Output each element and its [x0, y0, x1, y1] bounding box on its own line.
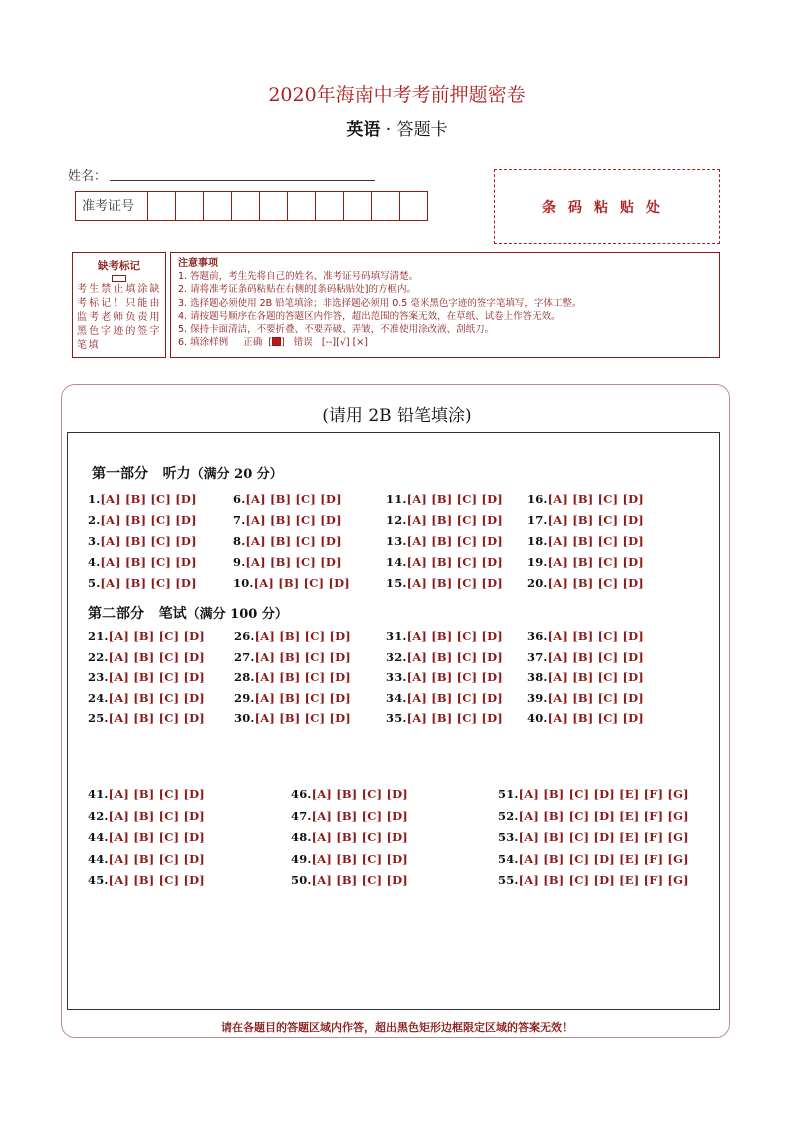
- wrong-samples: [--][√] [×]: [321, 337, 368, 349]
- question-number: 35.: [386, 711, 407, 725]
- answer-row[interactable]: [527, 492, 644, 506]
- answer-row[interactable]: [386, 534, 503, 548]
- question-number: 21.: [88, 629, 109, 643]
- question-number: 15.: [386, 576, 407, 590]
- answer-row[interactable]: [233, 492, 342, 506]
- question-number: 5.: [88, 576, 101, 590]
- answer-row[interactable]: [527, 513, 644, 527]
- question-number: 25.: [88, 711, 109, 725]
- answer-options[interactable]: [A] [B] [C] [D]: [406, 555, 503, 569]
- question-number: 37.: [527, 649, 548, 664]
- answer-row[interactable]: [88, 576, 197, 590]
- question-number: 27.: [234, 649, 255, 664]
- answer-options[interactable]: [A] [B] [C] [D] [E] [F] [G]: [518, 808, 689, 823]
- question-number: 24.: [88, 690, 109, 705]
- answer-row[interactable]: [233, 555, 342, 569]
- answer-options[interactable]: [A] [B] [C] [D]: [547, 576, 644, 590]
- question-number: 47.: [291, 808, 312, 823]
- exam-id-label: 准考证号: [76, 192, 148, 220]
- question-number: 7.: [233, 513, 246, 527]
- answer-options[interactable]: [A] [B] [C] [D]: [311, 851, 408, 866]
- answer-row[interactable]: [527, 534, 644, 548]
- question-number: 11.: [386, 492, 407, 506]
- question-number: 14.: [386, 555, 407, 569]
- exam-id-cell[interactable]: [400, 192, 427, 220]
- question-number: 45.: [88, 873, 109, 887]
- answer-options[interactable]: [A] [B] [C] [D]: [100, 534, 197, 548]
- exam-id-cell[interactable]: [316, 192, 344, 220]
- answer-options[interactable]: [A] [B] [C] [D] [E] [F] [G]: [518, 873, 689, 887]
- exam-id-box: [75, 191, 428, 221]
- question-number: 41.: [88, 787, 109, 801]
- question-number: 20.: [527, 576, 548, 590]
- correct-sample: [268, 337, 284, 348]
- question-number: 31.: [386, 629, 407, 643]
- question-number: 46.: [291, 787, 312, 801]
- card-label: 答题卡: [396, 120, 448, 140]
- question-number: 9.: [233, 555, 246, 569]
- question-number: 6.: [233, 492, 246, 506]
- answer-options[interactable]: [A] [B] [C] [D]: [108, 690, 205, 705]
- question-number: 32.: [386, 649, 407, 664]
- question-number: 53.: [498, 830, 519, 844]
- section-label: 第二部分: [88, 606, 144, 622]
- answer-options[interactable]: [A] [B] [C] [D]: [406, 492, 503, 506]
- answer-options[interactable]: [A] [B] [C] [D]: [108, 711, 205, 725]
- answer-row[interactable]: [88, 534, 197, 548]
- answer-row[interactable]: [234, 691, 351, 705]
- question-number: 44.: [88, 830, 109, 844]
- answer-row[interactable]: [291, 873, 408, 887]
- answer-options[interactable]: [A] [B] [C] [D]: [406, 649, 503, 664]
- wrong-label: 错误: [293, 337, 313, 349]
- section-points: （满分 20 分）: [190, 467, 283, 482]
- answer-row[interactable]: [88, 787, 205, 801]
- question-number: 12.: [386, 513, 407, 527]
- section-name: 笔试: [158, 606, 187, 622]
- exam-id-cell[interactable]: [288, 192, 316, 220]
- answer-options[interactable]: [A] [B] [C] [D]: [547, 690, 644, 705]
- answer-options[interactable]: [A] [B] [C] [D]: [547, 492, 644, 506]
- notice-item: 1. 答题前，考生先将自己的姓名、准考证号码填写清楚。: [178, 271, 419, 283]
- question-number: 48.: [291, 830, 312, 844]
- answer-options[interactable]: [A] [B] [C] [D]: [108, 649, 205, 664]
- answer-options[interactable]: [A] [B] [C] [D]: [245, 555, 342, 569]
- section-listening: [92, 463, 283, 483]
- answer-row[interactable]: [233, 513, 342, 527]
- notice-box: [170, 252, 720, 358]
- question-number: 26.: [234, 629, 255, 643]
- question-number: 16.: [527, 492, 548, 506]
- notice-title: 注意事项: [178, 258, 218, 269]
- answer-row[interactable]: [527, 629, 644, 643]
- question-number: 49.: [291, 851, 312, 866]
- question-number: 1.: [88, 492, 101, 506]
- answer-row[interactable]: [386, 513, 503, 527]
- answer-options[interactable]: [A] [B] [C] [D] [E] [F] [G]: [518, 830, 689, 844]
- answer-options[interactable]: [A] [B] [C] [D]: [108, 873, 205, 887]
- answer-row[interactable]: [498, 873, 689, 887]
- answer-options[interactable]: [A] [B] [C] [D]: [254, 711, 351, 725]
- exam-id-cell[interactable]: [204, 192, 232, 220]
- answer-options[interactable]: [A] [B] [C] [D]: [406, 534, 503, 548]
- answer-options[interactable]: [A] [B] [C] [D]: [245, 513, 342, 527]
- answer-options[interactable]: [A] [B] [C] [D]: [547, 670, 644, 684]
- notice-item: 5. 保持卡面清洁，不要折叠、不要弄破、弄皱，不准使用涂改液、刮纸刀。: [178, 324, 495, 336]
- question-number: 19.: [527, 555, 548, 569]
- answer-options[interactable]: [A] [B] [C] [D]: [547, 513, 644, 527]
- answer-row[interactable]: [88, 809, 205, 823]
- answer-row[interactable]: [234, 711, 351, 725]
- answer-options[interactable]: [A] [B] [C] [D]: [108, 830, 205, 844]
- question-number: 28.: [234, 670, 255, 684]
- answer-options[interactable]: [A] [B] [C] [D]: [311, 808, 408, 823]
- answer-options[interactable]: [A] [B] [C] [D]: [108, 851, 205, 866]
- notice-item: 4. 请按题号顺序在各题的答题区内作答，超出范围的答案无效，在草纸、试卷上作答无效。: [178, 310, 561, 322]
- answer-row[interactable]: [386, 555, 503, 569]
- answer-options[interactable]: [A] [B] [C] [D]: [406, 629, 503, 643]
- name-field[interactable]: [110, 180, 375, 181]
- answer-options[interactable]: [A] [B] [C] [D]: [254, 629, 351, 643]
- question-number: 30.: [234, 711, 255, 725]
- question-number: 51.: [498, 787, 519, 801]
- answer-row[interactable]: [88, 691, 205, 705]
- exam-title: 2020年海南中考考前押题密卷: [268, 84, 526, 106]
- filled-box-icon: [272, 337, 281, 346]
- question-number: 40.: [527, 711, 548, 725]
- answer-options[interactable]: [A] [B] [C] [D]: [406, 690, 503, 705]
- answer-row[interactable]: [386, 492, 503, 506]
- answer-options[interactable]: [A] [B] [C] [D]: [311, 830, 408, 844]
- answer-options[interactable]: [A] [B] [C] [D]: [254, 649, 351, 664]
- answer-options[interactable]: [A] [B] [C] [D]: [108, 808, 205, 823]
- answer-area-instruction: (请用 2B 铅笔填涂): [322, 406, 472, 426]
- answer-row[interactable]: [386, 670, 503, 684]
- exam-id-cell[interactable]: [232, 192, 260, 220]
- absence-mark-checkbox[interactable]: [112, 275, 126, 282]
- answer-options[interactable]: [A] [B] [C] [D]: [406, 670, 503, 684]
- correct-close-bracket: ]: [280, 337, 285, 349]
- answer-row[interactable]: [88, 852, 205, 866]
- question-number: 50.: [291, 873, 312, 887]
- subject-label: 英语: [346, 120, 381, 140]
- answer-row[interactable]: [291, 852, 408, 866]
- exam-id-cell[interactable]: [148, 192, 176, 220]
- answer-row[interactable]: [234, 670, 351, 684]
- absence-mark-text: 考生禁止填涂缺考标记！只能由监考老师负责用黑色字迹的签字笔填: [77, 284, 161, 351]
- question-number: 18.: [527, 534, 548, 548]
- absence-mark-box: [72, 252, 166, 358]
- question-number: 34.: [386, 690, 407, 705]
- question-number: 36.: [527, 629, 548, 643]
- question-number: 17.: [527, 513, 548, 527]
- barcode-area: 条码粘贴处: [494, 169, 720, 244]
- question-number: 4.: [88, 555, 101, 569]
- answer-options[interactable]: [A] [B] [C] [D]: [547, 534, 644, 548]
- exam-id-cell[interactable]: [372, 192, 400, 220]
- answer-row[interactable]: [527, 670, 644, 684]
- answer-options[interactable]: [A] [B] [C] [D]: [245, 534, 342, 548]
- answer-options[interactable]: [A] [B] [C] [D]: [245, 492, 342, 506]
- notice-item: 3. 选择题必须使用 2B 铅笔填涂；非选择题必须用 0.5 毫米黑色字迹的签字笔填写，字体工整。: [178, 297, 582, 309]
- answer-row[interactable]: [527, 650, 644, 664]
- correct-label: 正确: [243, 337, 263, 349]
- question-number: 13.: [386, 534, 407, 548]
- question-number: 23.: [88, 670, 109, 684]
- answer-options[interactable]: [A] [B] [C] [D]: [406, 513, 503, 527]
- section-name: 听力: [162, 466, 191, 482]
- answer-options[interactable]: [A] [B] [C] [D]: [253, 576, 350, 590]
- question-number: 52.: [498, 808, 519, 823]
- question-number: 39.: [527, 690, 548, 705]
- question-number: 3.: [88, 534, 101, 548]
- answer-options[interactable]: [A] [B] [C] [D]: [547, 629, 644, 643]
- answer-row[interactable]: [498, 787, 689, 801]
- answer-options[interactable]: [A] [B] [C] [D] [E] [F] [G]: [518, 851, 689, 866]
- absence-mark-title: 缺考标记: [98, 260, 140, 272]
- answer-row[interactable]: [233, 576, 350, 590]
- answer-row[interactable]: [88, 513, 197, 527]
- answer-row[interactable]: [88, 650, 205, 664]
- answer-row[interactable]: [88, 873, 205, 887]
- answer-row[interactable]: [527, 691, 644, 705]
- answer-options[interactable]: [A] [B] [C] [D]: [254, 690, 351, 705]
- answer-row[interactable]: [386, 629, 503, 643]
- correct-open-bracket: [: [268, 337, 272, 349]
- answer-options[interactable]: [A] [B] [C] [D]: [108, 670, 205, 684]
- question-number: 55.: [498, 873, 519, 887]
- answer-options[interactable]: [A] [B] [C] [D]: [547, 555, 644, 569]
- question-number: 54.: [498, 851, 519, 866]
- exam-id-cell[interactable]: [260, 192, 288, 220]
- answer-row[interactable]: [291, 809, 408, 823]
- name-label: 姓名：: [68, 169, 108, 184]
- notice-item: 2. 请将准考证条码粘贴在右侧的[条码粘贴处]的方框内。: [178, 284, 416, 296]
- answer-row[interactable]: [88, 670, 205, 684]
- answer-options[interactable]: [A] [B] [C] [D]: [547, 649, 644, 664]
- answer-options[interactable]: [A] [B] [C] [D]: [108, 787, 205, 801]
- answer-row[interactable]: [527, 576, 644, 590]
- answer-row[interactable]: [386, 650, 503, 664]
- answer-row[interactable]: [88, 555, 197, 569]
- answer-row[interactable]: [291, 830, 408, 844]
- answer-row[interactable]: [88, 711, 205, 725]
- question-number: 10.: [233, 576, 254, 590]
- question-number: 2.: [88, 513, 101, 527]
- section-writing: [88, 603, 288, 623]
- answer-row[interactable]: [88, 629, 205, 643]
- answer-row[interactable]: [498, 830, 689, 844]
- answer-options[interactable]: [A] [B] [C] [D]: [311, 787, 408, 801]
- question-number: 22.: [88, 649, 109, 664]
- answer-row[interactable]: [88, 492, 197, 506]
- answer-options[interactable]: [A] [B] [C] [D]: [547, 711, 644, 725]
- answer-row[interactable]: [291, 787, 408, 801]
- answer-row[interactable]: [386, 691, 503, 705]
- section-points: （满分 100 分）: [186, 607, 288, 622]
- answer-options[interactable]: [A] [B] [C] [D]: [100, 513, 197, 527]
- question-number: 44.: [88, 851, 109, 866]
- exam-id-cell[interactable]: [344, 192, 372, 220]
- answer-row[interactable]: [498, 809, 689, 823]
- answer-row[interactable]: [386, 576, 503, 590]
- section-label: 第一部分: [92, 466, 148, 482]
- subtitle-separator: ·: [385, 120, 392, 140]
- question-number: 42.: [88, 808, 109, 823]
- question-number: 38.: [527, 670, 548, 684]
- card-subtitle: [0, 115, 794, 140]
- answer-area-footer: 请在各题目的答题区域内作答，超出黑色矩形边框限定区域的答案无效！: [221, 1021, 573, 1034]
- answer-options[interactable]: [A] [B] [C] [D]: [100, 492, 197, 506]
- answer-row[interactable]: [88, 830, 205, 844]
- question-number: 33.: [386, 670, 407, 684]
- answer-options[interactable]: [A] [B] [C] [D]: [108, 629, 205, 643]
- answer-options[interactable]: [A] [B] [C] [D]: [406, 711, 503, 725]
- answer-row[interactable]: [234, 650, 351, 664]
- answer-row[interactable]: [527, 555, 644, 569]
- answer-options[interactable]: [A] [B] [C] [D] [E] [F] [G]: [518, 787, 689, 801]
- notice-sample: [178, 336, 712, 349]
- answer-options[interactable]: [A] [B] [C] [D]: [311, 873, 408, 887]
- question-number: 29.: [234, 690, 255, 705]
- answer-row[interactable]: [527, 711, 644, 725]
- sample-label: 6. 填涂样例: [178, 337, 229, 349]
- question-number: 8.: [233, 534, 246, 548]
- answer-options[interactable]: [A] [B] [C] [D]: [100, 555, 197, 569]
- answer-row[interactable]: [386, 711, 503, 725]
- answer-row[interactable]: [234, 629, 351, 643]
- answer-options[interactable]: [A] [B] [C] [D]: [406, 576, 503, 590]
- answer-options[interactable]: [A] [B] [C] [D]: [254, 670, 351, 684]
- answer-options[interactable]: [A] [B] [C] [D]: [100, 576, 197, 590]
- answer-row[interactable]: [498, 852, 689, 866]
- exam-id-cell[interactable]: [176, 192, 204, 220]
- answer-row[interactable]: [233, 534, 342, 548]
